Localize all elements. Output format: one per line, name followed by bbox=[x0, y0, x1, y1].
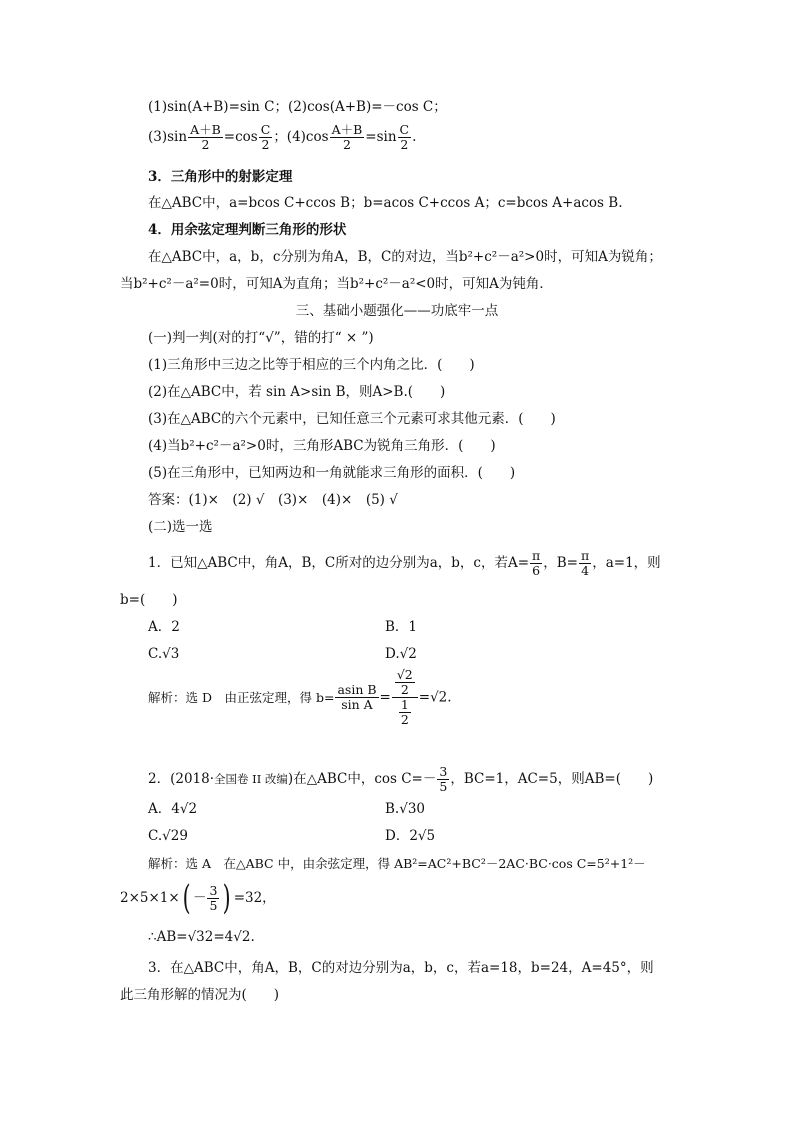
fraction bbox=[437, 765, 449, 794]
numerator: π bbox=[532, 548, 541, 563]
q1-option-b: B．1 bbox=[385, 619, 418, 635]
solution-2-line-2 bbox=[120, 878, 276, 918]
numerator: A＋B bbox=[190, 122, 221, 137]
fraction bbox=[395, 668, 415, 697]
text: ，B= bbox=[543, 555, 578, 571]
q2-option-c: C.√29 bbox=[148, 828, 188, 844]
solution-1 bbox=[148, 668, 452, 748]
q1-option-d: D.√2 bbox=[385, 646, 417, 662]
numerator: 3 bbox=[439, 764, 448, 779]
shape-rule-line-2: 当b²+c²－a²=0时，可知A为直角；当b²+c²－a²<0时，可知A为钝角． bbox=[120, 276, 553, 292]
denominator: 2 bbox=[400, 712, 409, 727]
text: . bbox=[412, 129, 417, 145]
text: ；(4)cos bbox=[273, 129, 329, 145]
judge-item-3: (3)在△ABC的六个元素中，已知任意三个元素可求其他元素．( ) bbox=[148, 411, 556, 427]
numerator: 1 bbox=[400, 697, 409, 712]
text: =√2. bbox=[418, 689, 452, 706]
fraction bbox=[335, 683, 378, 712]
denominator: 5 bbox=[209, 897, 218, 913]
q2-option-d: D．2√5 bbox=[385, 828, 436, 844]
section-title: 三、基础小题强化——功底牢一点 bbox=[295, 303, 499, 319]
judge-item-1: (1)三角形中三边之比等于相应的三个内角之比．( ) bbox=[148, 357, 475, 373]
fraction bbox=[530, 549, 542, 578]
denominator bbox=[392, 698, 418, 727]
judge-answers: 答案：(1)× (2) √ (3)× (4)× (5) √ bbox=[148, 492, 398, 508]
left-paren: ( bbox=[182, 878, 191, 918]
fraction bbox=[330, 123, 365, 152]
solution-2-line-1: 解析：选 A 在△ABC 中，由余弦定理，得 AB²=AC²+BC²－2AC·BC·cos C=5²+1²－ bbox=[148, 856, 646, 871]
fraction bbox=[398, 123, 412, 152]
choose-heading: (二)选一选 bbox=[148, 519, 213, 535]
denominator: 2 bbox=[400, 682, 409, 697]
denominator: 4 bbox=[581, 563, 590, 578]
text: 2．(2018· bbox=[148, 771, 215, 787]
section-heading-projection: 3．三角形中的射影定理 bbox=[148, 169, 293, 185]
fraction bbox=[207, 884, 219, 913]
denominator: 2 bbox=[342, 137, 351, 152]
judge-item-5: (5)在三角形中，已知两边和一角就能求三角形的面积．( ) bbox=[148, 465, 516, 481]
identity-line-1: (1)sin(A+B)=sin C；(2)cos(A+B)=－cos C； bbox=[148, 99, 447, 115]
question-1 bbox=[148, 549, 661, 578]
denominator: sin A bbox=[341, 697, 373, 712]
numerator: C bbox=[399, 122, 410, 137]
text: =sin bbox=[365, 129, 397, 145]
text: = bbox=[379, 689, 391, 706]
numerator: asin B bbox=[337, 682, 377, 697]
q2-option-b: B.√30 bbox=[385, 801, 425, 817]
text: － bbox=[192, 890, 207, 906]
shape-rule-line-1: 在△ABC中，a，b，c分别为角A，B，C的对边，当b²+c²－a²>0时，可知A为锐角； bbox=[148, 249, 662, 265]
text: =cos bbox=[223, 129, 258, 145]
text: ，BC=1，AC=5，则AB=( ) bbox=[450, 771, 654, 787]
judge-item-4: (4)当b²+c²－a²>0时，三角形ABC为锐角三角形．( ) bbox=[148, 438, 496, 454]
fraction bbox=[399, 698, 411, 727]
text: 解析：选 D 由正弦定理，得 b= bbox=[148, 689, 335, 705]
right-paren: ) bbox=[223, 878, 232, 918]
identity-line-2 bbox=[148, 123, 416, 152]
numerator: 3 bbox=[209, 882, 218, 898]
numerator: C bbox=[260, 122, 271, 137]
text: (3)sin bbox=[148, 129, 188, 145]
q1-option-c: C.√3 bbox=[148, 646, 180, 662]
text: =32， bbox=[233, 890, 276, 906]
q1-option-a: A．2 bbox=[148, 619, 180, 635]
text: 2×5×1× bbox=[120, 890, 180, 906]
numerator: √2 bbox=[396, 667, 413, 682]
denominator: 5 bbox=[439, 779, 448, 794]
denominator: 2 bbox=[201, 137, 210, 152]
compound-fraction bbox=[392, 668, 418, 727]
fraction bbox=[579, 549, 591, 578]
source-note: 全国卷 II 改编 bbox=[214, 772, 288, 786]
numerator bbox=[392, 668, 418, 698]
text: 1．已知△ABC中，角A，B，C所对的边分别为a，b，c，若A= bbox=[148, 555, 530, 571]
denominator: 2 bbox=[261, 137, 270, 152]
text: )在△ABC中，cos C=－ bbox=[287, 771, 437, 787]
denominator: 6 bbox=[532, 563, 541, 578]
text: ，a=1，则 bbox=[592, 555, 661, 571]
question-3-line-1: 3．在△ABC中，角A，B，C的对边分别为a，b，c，若a=18，b=24，A=45°，则 bbox=[148, 960, 654, 976]
judge-heading: (一)判一判(对的打“√”，错的打“ × ”) bbox=[148, 330, 374, 346]
fraction bbox=[188, 123, 223, 152]
judge-item-2: (2)在△ABC中，若 sin A>sin B，则A>B.( ) bbox=[148, 384, 446, 400]
question-1-tail: b=( ) bbox=[120, 592, 178, 608]
projection-theorem: 在△ABC中，a=bcos C+ccos B；b=acos C+ccos A；c=bcos A+acos B. bbox=[148, 195, 623, 211]
q2-option-a: A．4√2 bbox=[148, 801, 198, 817]
section-heading-shape: 4．用余弦定理判断三角形的形状 bbox=[148, 222, 347, 238]
numerator: A＋B bbox=[331, 122, 363, 137]
denominator: 2 bbox=[400, 137, 409, 152]
fraction bbox=[259, 123, 273, 152]
question-3-line-2: 此三角形解的情况为( ) bbox=[120, 987, 280, 1003]
numerator: π bbox=[581, 548, 590, 563]
question-2 bbox=[148, 765, 653, 794]
solution-2-line-3: ∴AB=√32=4√2. bbox=[148, 929, 255, 945]
